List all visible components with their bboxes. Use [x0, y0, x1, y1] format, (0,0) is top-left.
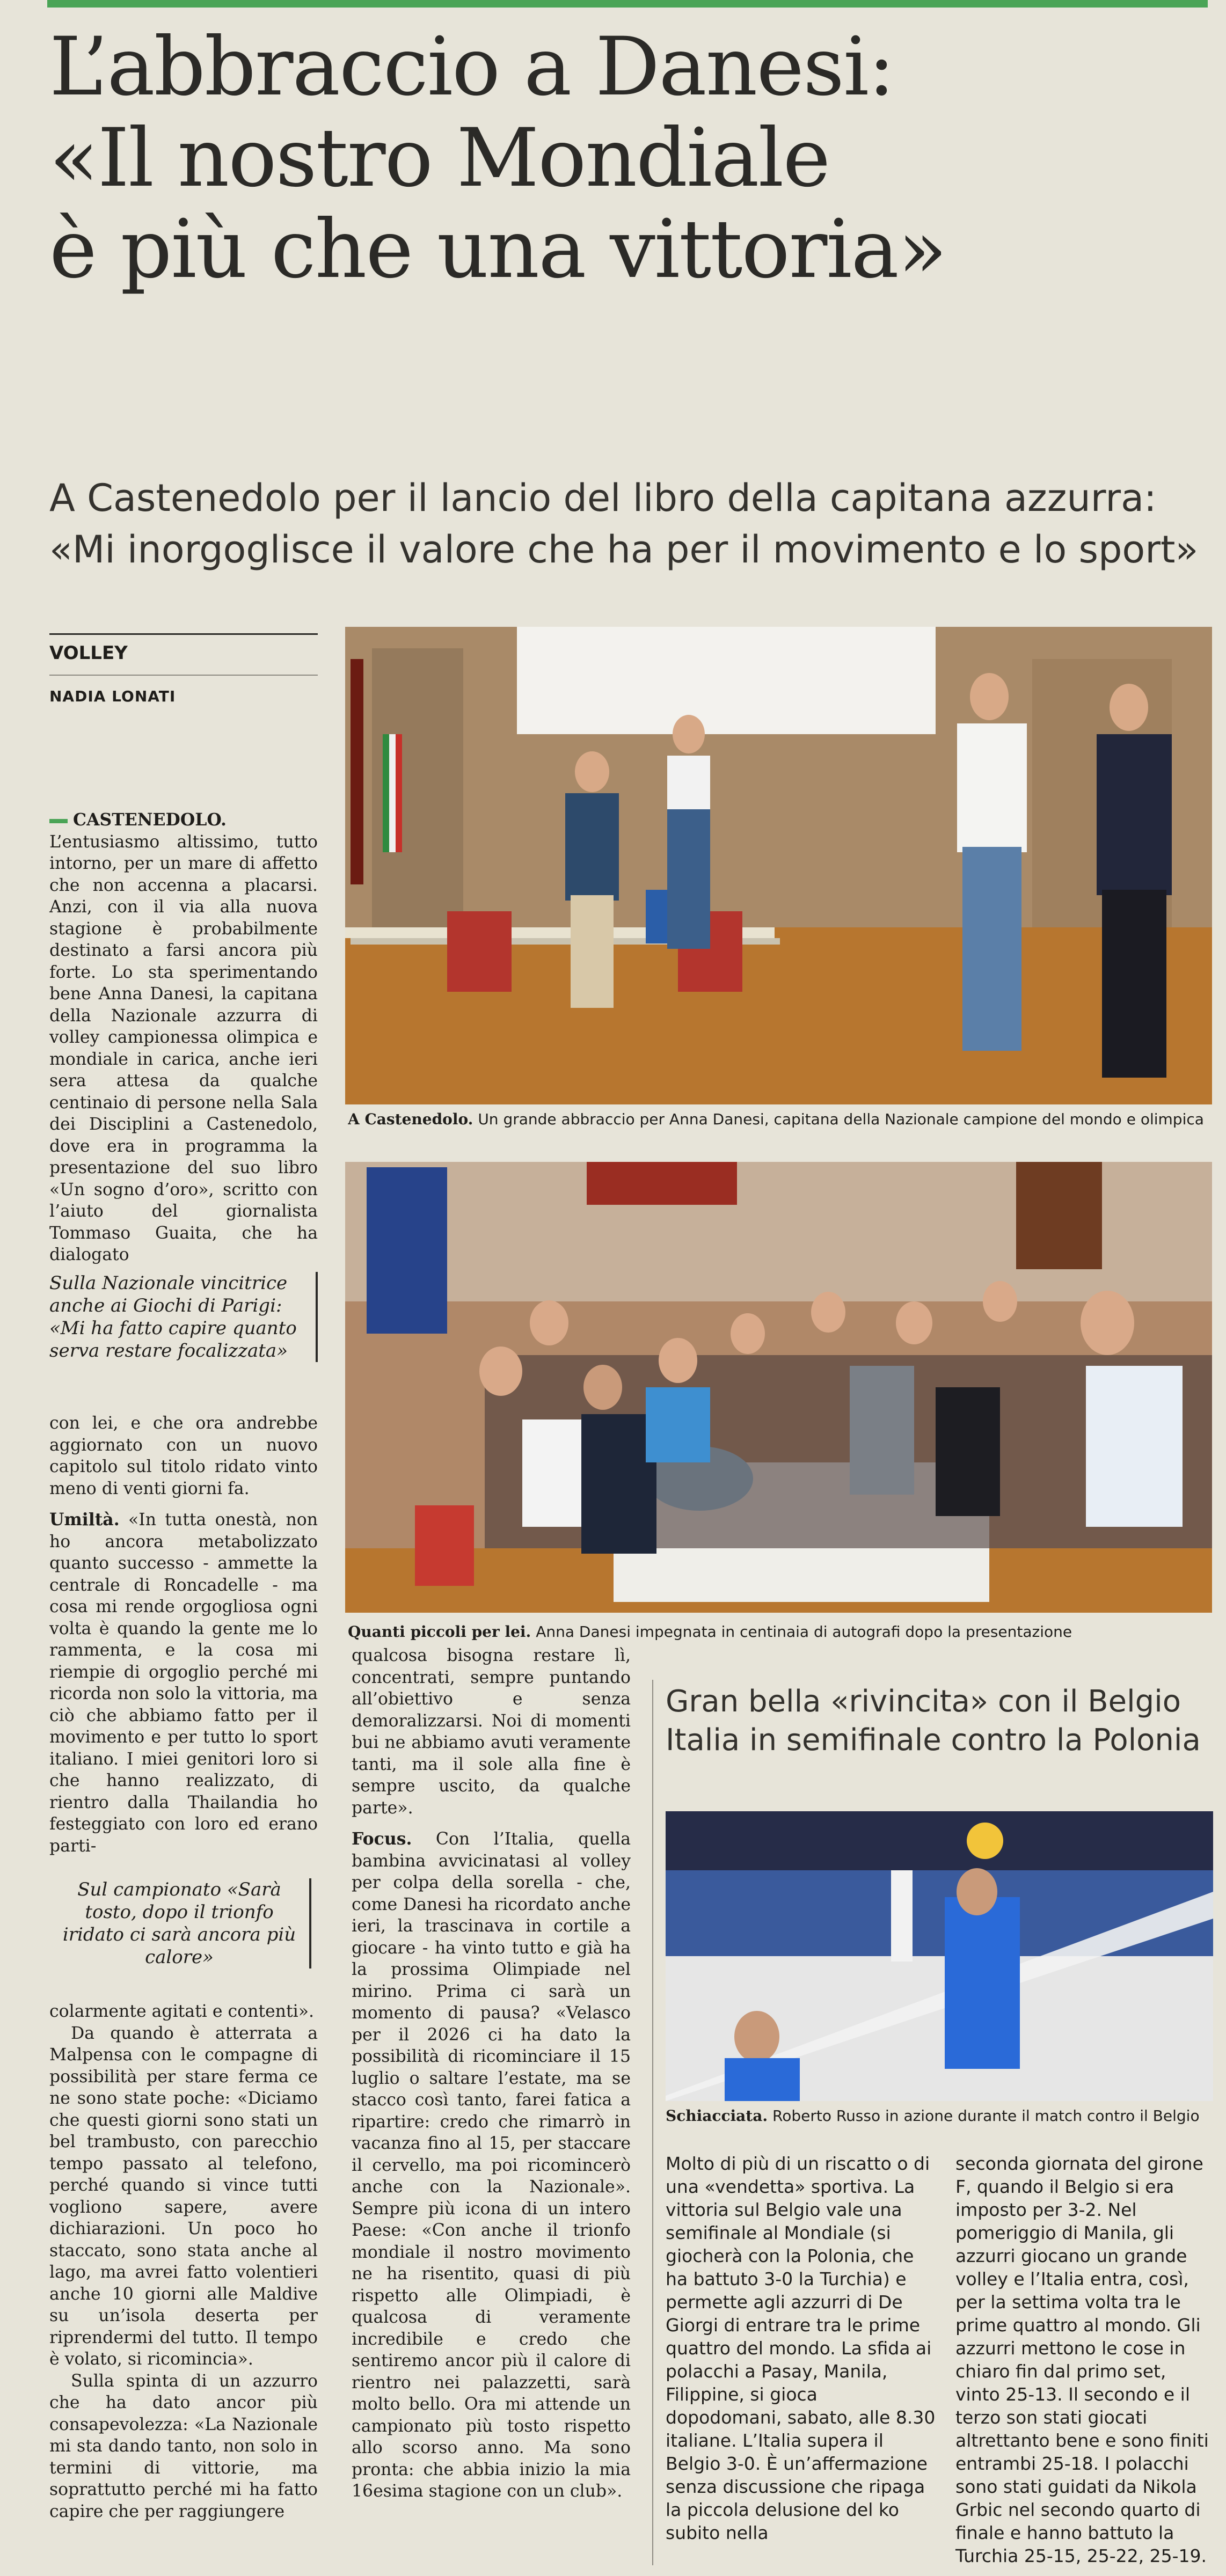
pull-quote-2-text: Sul campionato «Sarà tosto, dopo il trionfo iridato ci sarà ancora più calore»: [59, 1878, 311, 1968]
focus-lead: Focus.: [352, 1829, 412, 1849]
top-accent-bar: [47, 0, 1208, 8]
article-column-2: [352, 1645, 631, 2502]
photo-presentation-illustration: [345, 627, 1212, 1104]
article-paragraph-1: [49, 809, 318, 1266]
article-paragraph-6: Sulla spinta di un azzurro che ha dato ancor più consapevolezza: «La Nazionale mi sta dando tanto, non solo in termini di vittorie, ma soprattutto perché mi ha fatto capire che per raggiungere: [49, 2371, 318, 2521]
sidebar-text-1: Molto di più di un riscatto o di una «vendetta» sportiva. La vittoria sul Belgio vale una semifinale al Mondiale (si giocherà con la Polonia, che ha battuto 3-0 la Turchia) e permette agli azzurri di De Giorgi di entrare tra le prime quattro del mondo. La sfida ai polacchi a Pasay, Manila, Filippine, si gioca dopodomani, sabato, alle 8.30 italiane. L’Italia supera il Belgio 3-0. È un’affermazione senza discussione che ripaga la piccola delusione del ko subito nella: [666, 2153, 936, 2543]
photo-1-caption: [348, 1110, 1212, 1129]
photo-2-caption-lead: Quanti piccoli per lei.: [348, 1623, 531, 1641]
photo-volleyball-illustration: [666, 1811, 1213, 2101]
pull-quote-1-text: Sulla Nazionale vincitrice anche ai Giochi di Parigi: «Mi ha fatto capire quanto serva restare focalizzata»: [49, 1272, 318, 1362]
headline-line-3: è più che una vittoria»: [49, 203, 946, 296]
sidebar-text-2: seconda giornata del girone F, quando il Belgio si era imposto per 3-2. Nel pomeriggio di Manila, gli azzurri giocano un grande volley e l’Italia entra, così, per la settima volta tra le prime quattro al mondo. Gli azzurri mettono le cose in chiaro fin dal primo set, vinto 25-13. Il secondo e il terzo son stati giocati altrettanto bene e sono finiti entrambi 25-18. I polacchi sono stati guidati da Nikola Grbic nel secondo quarto di finale e hanno battuto la Turchia 25-15, 25-22, 25-19.: [955, 2153, 1209, 2566]
sidebar-headline-line-2: Italia in semifinale contro la Polonia: [666, 1723, 1201, 1758]
pull-quote-1: [49, 1272, 318, 1362]
subheadline-line-1: A Castenedolo per il lancio del libro della capitana azzurra:: [49, 476, 1157, 520]
article-column-1-cont: [49, 1413, 318, 1857]
dateline: CASTENEDOLO.: [73, 810, 227, 830]
headline-line-1: L’abbraccio a Danesi:: [49, 20, 894, 114]
photo-2-caption-text: Anna Danesi impegnata in centinaia di autografi dopo la presentazione: [536, 1623, 1072, 1641]
umilta-lead: Umiltà.: [49, 1510, 120, 1529]
article-paragraph-5: Da quando è atterrata a Malpensa con le compagne di possibilità per stare ferma ce ne sono state poche: «Diciamo che questi giorni sono stati un bel trambusto, con parecchio tempo passato al telefono, perché quando si vince tutti vogliono sapere, avere dichiarazioni. Un poco ho staccato, sono stata anche al lago, ma avrei fatto volentieri anche 10 giorni alle Maldive su un’isola deserta per riprendermi del tutto. Il tempo è volato, si ricomincia».: [49, 2023, 318, 2369]
photo-3-caption-text: Roberto Russo in azione durante il match contro il Belgio: [772, 2107, 1200, 2125]
article-paragraph-3: [49, 1509, 318, 1857]
paragraph-3-text: «In tutta onestà, non ho ancora metabolizzato quanto successo - ammette la centrale di Roncadelle - ma cosa mi rende orgogliosa ogni volta è quando la gente me lo rammenta, e la cosa mi riempie di orgoglio perché mi ricorda non solo la vittoria, ma ciò che abbiamo fatto per il movimento e per tutto lo sport italiano. I miei genitori loro si che hanno realizzato, di rientro dalla Thailandia ho festeggiato con loro ed erano parti-: [49, 1510, 318, 1856]
section-label: VOLLEY: [49, 642, 128, 664]
photo-3-caption-lead: Schiacciata.: [666, 2107, 768, 2125]
sidebar-headline-line-1: Gran bella «rivincita» con il Belgio: [666, 1684, 1181, 1719]
paragraph-1-text: L’entusiasmo altissimo, tutto intorno, per un mare di affetto che non accenna a placarsi. Anzi, con il via alla nuova stagione è probabilmente destinato a farsi ancora più forte. Lo sta sperimentando bene Anna Danesi, la capitana della Nazionale azzurra di volley campionessa olimpica e mondiale in carica, anche ieri sera attesa da qualche centinaio di persone nella Sala dei Disciplini a Castenedolo, dove era in programma la presentazione del suo libro «Un sogno d’oro», scritto con l’aiuto del giornalista Tommaso Guaita, che ha dialogato: [49, 832, 318, 1264]
article-meta: [49, 633, 318, 705]
author-byline: NADIA LONATI: [49, 687, 176, 705]
sidebar-column-2: [955, 2152, 1213, 2567]
pull-quote-2: [59, 1878, 311, 1968]
article-paragraph-8: [352, 1828, 631, 2502]
photo-volleyball-spike: [666, 1811, 1213, 2101]
photo-1-caption-lead: A Castenedolo.: [348, 1110, 473, 1128]
photo-autographs-illustration: [345, 1162, 1212, 1613]
article-paragraph-7: qualcosa bisogna restare lì, concentrati, sempre puntando all’obiettivo e senza demoralizzarsi. Noi di momenti bui ne abbiamo avuti veramente tanti, ma il sole alla fine è sempre uscito, da qualche parte».: [352, 1646, 631, 1818]
lead-marker: [49, 819, 68, 823]
photo-1-caption-text: Un grande abbraccio per Anna Danesi, capitana della Nazionale campione del mondo e olimpica: [478, 1110, 1204, 1128]
photo-2-caption: [348, 1622, 1212, 1642]
article-column-1-end: [49, 2001, 318, 2522]
article-column-1: [49, 809, 318, 1266]
photo-3-caption: [666, 2106, 1213, 2126]
article-paragraph-4: colarmente agitati e contenti».: [49, 2002, 314, 2021]
sidebar-column-1: [666, 2152, 937, 2544]
headline-line-2: «Il nostro Mondiale: [49, 112, 830, 205]
article-paragraph-2: con lei, e che ora andrebbe aggiornato con un nuovo capitolo sul titolo ridato vinto meno di venti giorni fa.: [49, 1414, 318, 1498]
subheadline: [49, 472, 1209, 575]
photo-presentation-stage: [345, 627, 1212, 1104]
sidebar-headline: [666, 1682, 1213, 1760]
headline: [49, 21, 1203, 295]
paragraph-8-text: Con l’Italia, quella bambina avvicinatasi al volley per colpa della sorella - che, come Danesi ha ricordato anche ieri, la trascinava in cortile a giocare - ha vinto tutto e già ha la prossima Olimpiade nel mirino. Prima ci sarà un momento di pausa? «Velasco per il 2026 ci ha dato la possibilità di ricominciare il 15 luglio o saltare l’estate, ma se stacco così tanto, farei fatica a ripartire: credo che rimarrò in vacanza fino al 15, per staccare il cervello, ma poi ricomincerò anche con la Nazionale». Sempre più icona di un intero Paese: «Con anche il trionfo mondiale il nostro movimento ne ha risentito, quasi di più rispetto alle Olimpiadi, è qualcosa di veramente incredibile e credo che sentiremo ancor più il calore di rientro nei palazzetti, sarà molto bello. Ora mi attende un campionato più tosto rispetto allo scorso anno. Ma sono pronta: che abbia inizio la mia 16esima stagione con un club».: [352, 1829, 631, 2501]
photo-autographs-crowd: [345, 1162, 1212, 1613]
subheadline-line-2: «Mi inorgoglisce il valore che ha per il movimento e lo sport»: [49, 528, 1199, 572]
sidebar-divider: [652, 1680, 653, 2565]
